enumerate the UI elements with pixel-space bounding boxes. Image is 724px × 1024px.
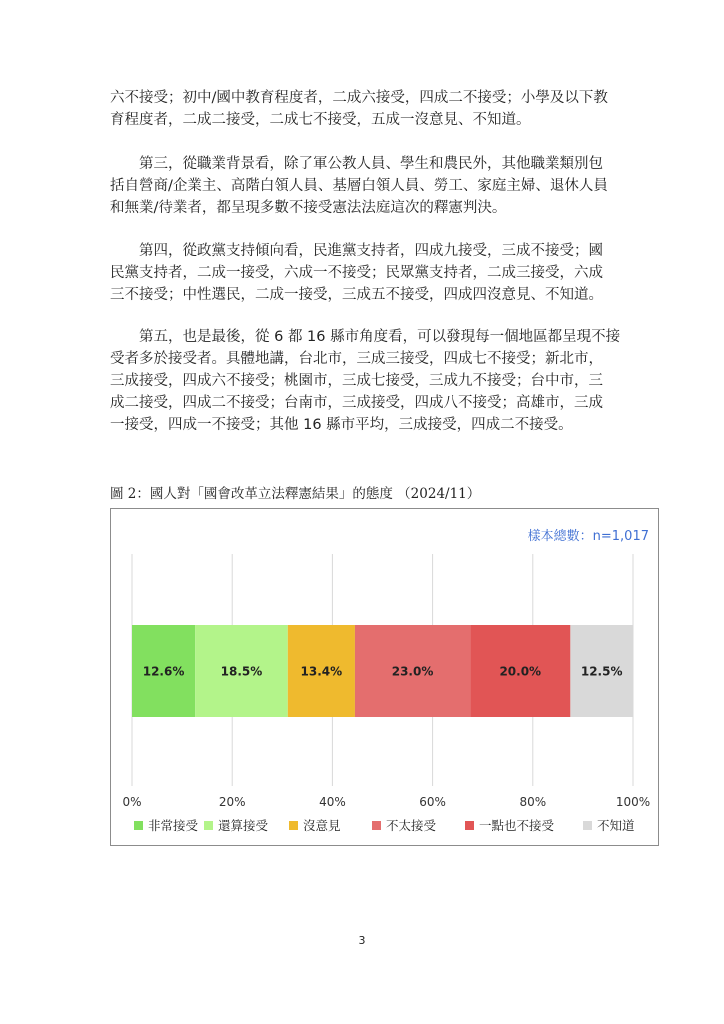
- paragraph-3: [110, 240, 622, 306]
- paragraph-2: [110, 153, 622, 219]
- legend-label: 非常接受: [148, 818, 199, 833]
- legend-swatch: [372, 821, 381, 830]
- text-line: 和無業/待業者，都呈現多數不接受憲法法庭這次的釋憲判決。: [110, 200, 507, 216]
- text-line: 受者多於接受者。具體地講，台北市，三成三接受，四成七不接受；新北市，: [110, 351, 603, 367]
- text-line: 括自營商/企業主、高階白領人員、基層白領人員、勞工、家庭主婦、退休人員: [110, 178, 608, 194]
- x-tick-label: 100%: [615, 795, 651, 809]
- paragraph-1: [110, 87, 622, 131]
- data-label: 20.0%: [499, 664, 542, 679]
- legend-swatch: [204, 821, 213, 830]
- text-line: 第三，從職業背景看，除了軍公教人員、學生和農民外，其他職業類別包: [110, 156, 603, 172]
- text-line: 育程度者，二成二接受，二成七不接受，五成一沒意見、不知道。: [110, 112, 531, 128]
- page-number: 3: [358, 934, 366, 947]
- x-tick-label: 40%: [319, 795, 346, 809]
- text-line: 三不接受；中性選民，二成一接受，三成五不接受，四成四沒意見、不知道。: [110, 287, 603, 303]
- x-tick-label: 80%: [519, 795, 547, 809]
- legend-label: 一點也不接受: [479, 818, 555, 833]
- legend-label: 沒意見: [303, 818, 341, 833]
- legend-label: 不知道: [597, 818, 635, 833]
- sample-size-note: 樣本總數：n=1,017: [527, 529, 649, 544]
- text-line: 民黨支持者，二成一接受，六成一不接受；民眾黨支持者，二成三接受，六成: [110, 265, 603, 281]
- legend-swatch: [289, 821, 298, 830]
- text-line: 成二接受，四成二不接受；台南市，三成接受，四成八不接受；高雄市，三成: [110, 395, 603, 411]
- text-line: 六不接受；初中/國中教育程度者，二成六接受，四成二不接受；小學及以下教: [110, 90, 608, 106]
- data-label: 23.0%: [391, 664, 434, 679]
- text-line: 一接受，四成一不接受；其他 16 縣市平均，三成接受，四成二不接受。: [110, 417, 573, 433]
- text-line: 第五，也是最後，從 6 都 16 縣市角度看，可以發現每一個地區都呈現不接: [110, 329, 621, 345]
- text-line: 第四，從政黨支持傾向看，民進黨支持者，四成九接受，三成不接受；國: [110, 243, 603, 259]
- data-label: 12.5%: [580, 664, 623, 679]
- figure-caption: 圖 2：國人對「國會改革立法釋憲結果」的態度 （2024/11）: [110, 486, 481, 502]
- x-tick-label: 20%: [218, 795, 246, 809]
- data-label: 18.5%: [220, 664, 263, 679]
- paragraph-4: [110, 326, 622, 436]
- chart-frame: [110, 508, 659, 846]
- x-tick-label: 60%: [419, 795, 446, 809]
- x-tick-label: 0%: [122, 795, 142, 809]
- legend-swatch: [134, 821, 143, 830]
- text-line: 三成接受，四成六不接受；桃園市，三成七接受，三成九不接受；台中市，三: [110, 373, 603, 389]
- data-label: 13.4%: [300, 664, 343, 679]
- legend-label: 還算接受: [218, 818, 269, 833]
- legend-label: 不太接受: [386, 818, 437, 833]
- legend-swatch: [583, 821, 592, 830]
- legend-swatch: [465, 821, 474, 830]
- stacked-bar-chart: [111, 509, 658, 845]
- data-label: 12.6%: [142, 664, 185, 679]
